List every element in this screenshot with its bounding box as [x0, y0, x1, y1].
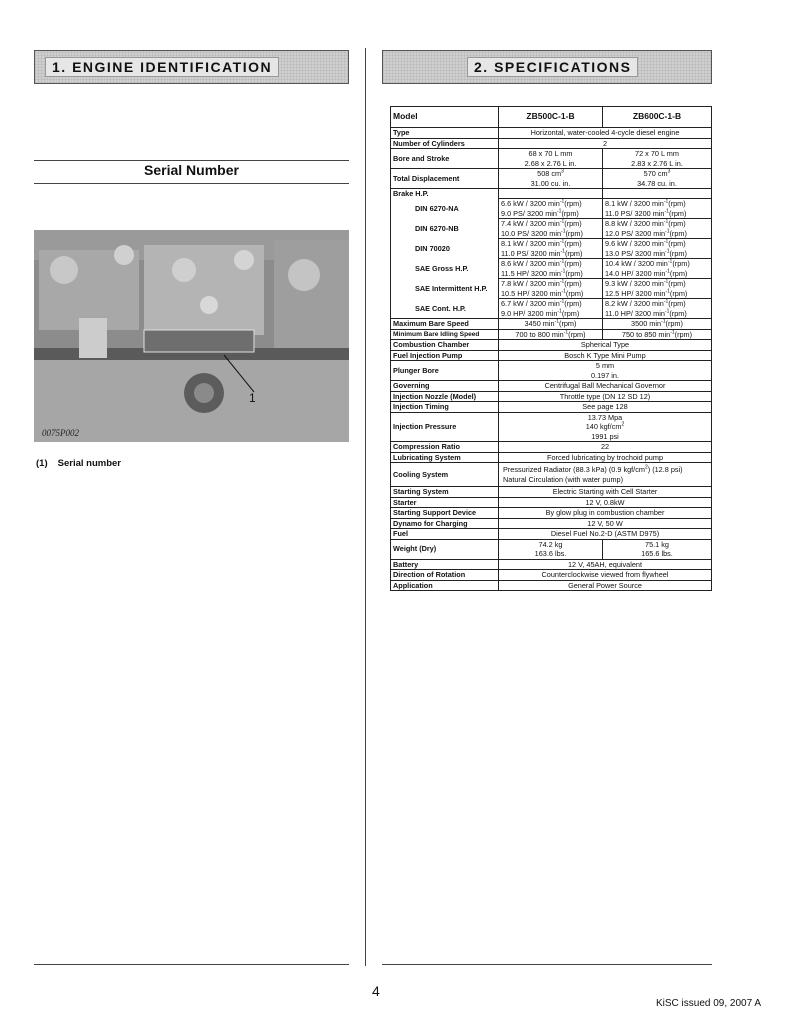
table-row	[391, 580, 712, 591]
value-line: 72 x 70 L mm	[635, 149, 679, 158]
row-value-b	[603, 149, 712, 169]
brake-hp-value-a	[499, 219, 603, 239]
superscript: -1	[559, 198, 565, 205]
table-row	[391, 487, 712, 498]
footer-rule-left	[34, 964, 349, 965]
brake-hp-row	[391, 299, 712, 319]
superscript: -1	[560, 268, 566, 275]
superscript: -1	[559, 218, 565, 225]
value-line: 9.0 PS/ 3200 min	[501, 208, 557, 218]
table-row	[391, 570, 712, 581]
table-row	[391, 128, 712, 139]
table-row	[391, 350, 712, 361]
superscript: -1	[663, 278, 669, 285]
superscript: -1	[665, 248, 670, 255]
value-line: 3500 min	[631, 319, 662, 328]
rpm-suffix: (rpm)	[669, 288, 688, 298]
value-line: 31.00 cu. in.	[530, 178, 571, 188]
value-line: 8.8 kW / 3200 min	[605, 219, 664, 228]
value-line: 12.0 PS/ 3200 min	[605, 228, 666, 238]
row-label: Fuel Injection Pump	[391, 350, 499, 361]
row-label: Battery	[391, 559, 499, 570]
row-label: Lubricating System	[391, 452, 499, 463]
value-line: 34.78 cu. in.	[637, 178, 677, 188]
value-line: 165.6 lbs.	[641, 549, 673, 558]
photo-callout-number: 1	[249, 391, 256, 405]
rpm-suffix: (rpm)	[668, 299, 686, 308]
row-label: Starting Support Device	[391, 508, 499, 519]
row-value: Spherical Type	[499, 340, 712, 351]
superscript: -1	[665, 228, 670, 235]
row-label: Cooling System	[391, 463, 499, 487]
row-label: Direction of Rotation	[391, 570, 499, 581]
photo-code: 0075P002	[42, 428, 79, 438]
rpm-suffix: (rpm)	[669, 228, 687, 238]
superscript: -1	[557, 308, 562, 315]
row-label: Type	[391, 128, 499, 139]
value-line: ) (12.8 psi)	[647, 465, 683, 474]
value-line: 8.1 kW / 3200 min	[501, 239, 560, 248]
brake-hp-rows	[391, 199, 712, 319]
brake-hp-label: SAE Cont. H.P.	[391, 299, 499, 319]
row-label: Bore and Stroke	[391, 149, 499, 169]
rpm-suffix: (rpm)	[565, 228, 583, 238]
row-value	[499, 412, 712, 442]
rpm-suffix: (rpm)	[668, 239, 686, 248]
row-label: Dynamo for Charging	[391, 518, 499, 529]
superscript: -1	[554, 318, 560, 325]
value-line: 8.1 kW / 3200 min	[605, 199, 664, 208]
superscript: -1	[670, 329, 675, 336]
rpm-suffix: (rpm)	[668, 199, 686, 208]
table-row	[391, 529, 712, 540]
rpm-suffix: (rpm)	[564, 219, 582, 228]
superscript: -1	[559, 258, 565, 265]
serial-number-title: Serial Number	[144, 162, 239, 178]
empty-cell	[603, 189, 712, 199]
empty-cell	[499, 189, 603, 199]
superscript: 2	[621, 421, 625, 428]
brake-hp-value-b	[603, 239, 712, 259]
superscript: -1	[664, 308, 670, 315]
row-value-b	[603, 169, 712, 189]
table-row	[391, 497, 712, 508]
row-value: 12 V, 50 W	[499, 518, 712, 529]
brake-hp-label: SAE Gross H.P.	[391, 259, 499, 279]
brake-hp-label: DIN 70020	[391, 239, 499, 259]
row-value: 12 V, 45AH, equivalent	[499, 559, 712, 570]
row-label: Injection Timing	[391, 402, 499, 413]
rpm-suffix: (rpm)	[561, 308, 580, 318]
superscript: -1	[556, 208, 562, 215]
brake-hp-value-a	[499, 259, 603, 279]
brake-hp-row	[391, 259, 712, 279]
row-label: Combustion Chamber	[391, 340, 499, 351]
value-line: 3450 min	[524, 319, 555, 328]
row-value: Electric Starting with Cell Starter	[499, 487, 712, 498]
superscript: -1	[665, 288, 670, 295]
rpm-suffix: (rpm)	[674, 329, 693, 339]
serial-title-top-rule	[34, 160, 349, 161]
table-row	[391, 402, 712, 413]
rpm-suffix: (rpm)	[564, 239, 582, 248]
rpm-suffix: (rpm)	[564, 279, 582, 288]
brake-hp-row	[391, 219, 712, 239]
row-value: See page 128	[499, 402, 712, 413]
table-row	[391, 169, 712, 189]
row-label: Starting System	[391, 487, 499, 498]
row-value: Bosch K Type Mini Pump	[499, 350, 712, 361]
caption-text: Serial number	[57, 458, 121, 469]
row-value	[499, 361, 712, 381]
value-line: 2.68 x 2.76 L in.	[524, 158, 577, 168]
row-label: Maximum Bare Speed	[391, 319, 499, 330]
rpm-suffix: (rpm)	[669, 268, 688, 278]
superscript: -1	[665, 268, 670, 275]
brake-hp-value-a	[499, 239, 603, 259]
row-label: Plunger Bore	[391, 361, 499, 381]
row-value-a	[499, 169, 603, 189]
rpm-suffix: (rpm)	[668, 219, 686, 228]
value-line: 140 kgf/cm	[585, 422, 622, 431]
brake-hp-value-a	[499, 279, 603, 299]
row-value: Throttle type (DN 12 SD 12)	[499, 391, 712, 402]
brake-hp-row	[391, 279, 712, 299]
engine-identification-header	[34, 50, 349, 84]
rpm-suffix: (rpm)	[565, 268, 583, 278]
rpm-suffix: (rpm)	[564, 299, 582, 308]
rpm-suffix: (rpm)	[668, 208, 687, 218]
rpm-suffix: (rpm)	[564, 259, 582, 268]
table-row	[391, 508, 712, 519]
row-label: Governing	[391, 381, 499, 392]
row-label: Compression Ratio	[391, 442, 499, 453]
value-line: 5 mm	[595, 361, 615, 370]
row-value: Forced lubricating by trochoid pump	[499, 452, 712, 463]
rpm-suffix: (rpm)	[669, 248, 687, 258]
value-line: 74.2 kg	[538, 539, 563, 549]
model-b-header: ZB600C-1-B	[603, 107, 712, 128]
table-header-row	[391, 107, 712, 128]
value-line: 13.0 PS/ 3200 min	[605, 248, 666, 258]
superscript: -1	[663, 218, 669, 225]
superscript: -1	[559, 298, 565, 305]
value-line: 14.0 HP/ 3200 min	[605, 268, 666, 278]
row-value: Centrifugal Ball Mechanical Governor	[499, 381, 712, 392]
superscript: 2	[644, 464, 648, 471]
rpm-suffix: (rpm)	[559, 319, 577, 328]
value-line: 9.3 kW / 3200 min	[605, 279, 664, 288]
footer-note: KiSC issued 09, 2007 A	[656, 998, 762, 1009]
table-row	[391, 539, 712, 559]
brake-hp-value-a	[499, 199, 603, 219]
row-value: General Power Source	[499, 580, 712, 591]
table-row	[391, 412, 712, 442]
value-line: 2.83 x 2.76 L in.	[631, 158, 683, 168]
value-line: 68 x 70 L mm	[528, 149, 573, 158]
value-line: 10.0 PS/ 3200 min	[501, 228, 562, 238]
row-label: Total Displacement	[391, 169, 499, 189]
value-line: 508 cm	[537, 169, 562, 178]
engine-identification-title: 1. ENGINE IDENTIFICATION	[45, 57, 279, 77]
superscript: -1	[667, 258, 673, 265]
table-row	[391, 340, 712, 351]
brake-hp-label: SAE Intermittent H.P.	[391, 279, 499, 299]
table-row	[391, 463, 712, 487]
value-line: 700 to 800 min	[515, 329, 564, 339]
rpm-suffix: (rpm)	[672, 259, 690, 268]
rpm-suffix: (rpm)	[561, 208, 579, 218]
column-divider	[365, 48, 366, 966]
row-value-a	[499, 319, 603, 330]
row-label: Weight (Dry)	[391, 539, 499, 559]
row-value: 12 V, 0.8kW	[499, 497, 712, 508]
table-row	[391, 559, 712, 570]
row-label: Number of Cylinders	[391, 138, 499, 149]
brake-hp-value-b	[603, 199, 712, 219]
value-line: 8.2 kW / 3200 min	[605, 299, 664, 308]
value-line: 9.6 kW / 3200 min	[605, 239, 664, 248]
value-line: 570 cm	[643, 169, 668, 178]
value-line: 163.6 lbs.	[534, 549, 567, 558]
superscript: 3	[667, 168, 671, 175]
row-value-b	[603, 319, 712, 330]
brake-hp-value-a	[499, 299, 603, 319]
table-row	[391, 381, 712, 392]
superscript: -1	[560, 248, 565, 255]
superscript: -1	[559, 238, 565, 245]
row-value: 2	[499, 138, 712, 149]
table-row	[391, 518, 712, 529]
value-line: 6.7 kW / 3200 min	[501, 299, 560, 308]
row-value-b	[603, 329, 712, 340]
row-value: Counterclockwise viewed from flywheel	[499, 570, 712, 581]
table-row	[391, 329, 712, 340]
rpm-suffix: (rpm)	[668, 279, 686, 288]
specifications-title: 2. SPECIFICATIONS	[467, 57, 638, 77]
row-value: Horizontal, water-cooled 4-cycle diesel engine	[499, 128, 712, 139]
superscript: -1	[561, 228, 566, 235]
row-value	[499, 463, 712, 487]
table-row	[391, 138, 712, 149]
superscript: -1	[559, 278, 565, 285]
value-line: 10.5 HP/ 3200 min	[501, 288, 562, 298]
specifications-header	[382, 50, 712, 84]
superscript: -1	[663, 298, 669, 305]
table-row	[391, 361, 712, 381]
row-label: Minimum Bare Idling Speed	[391, 329, 499, 340]
value-line: 11.0 HP/ 3200 min	[605, 308, 665, 318]
photo-caption	[36, 458, 131, 469]
superscript: -1	[561, 288, 566, 295]
table-row	[391, 319, 712, 330]
value-line: 12.5 HP/ 3200 min	[605, 288, 666, 298]
value-line: 750 to 850 min	[621, 329, 671, 339]
superscript: -1	[664, 208, 669, 215]
row-value: 22	[499, 442, 712, 453]
value-line: Natural Circulation (with water pump)	[503, 474, 624, 484]
model-column-header: Model	[391, 107, 499, 128]
brake-hp-row	[391, 199, 712, 219]
row-value-a	[499, 539, 603, 559]
engine-photo	[34, 230, 349, 442]
model-a-header: ZB500C-1-B	[499, 107, 603, 128]
brake-hp-label: DIN 6270-NA	[391, 199, 499, 219]
value-line: 11.0 PS/ 3200 min	[501, 248, 561, 258]
table-row	[391, 149, 712, 169]
brake-hp-value-b	[603, 279, 712, 299]
superscript: -1	[661, 318, 666, 325]
specifications-table	[390, 106, 712, 591]
row-label: Injection Pressure	[391, 412, 499, 442]
rpm-suffix: (rpm)	[665, 319, 683, 328]
value-line: 9.0 HP/ 3200 min	[501, 308, 558, 318]
value-line: 10.4 kW / 3200 min	[605, 259, 668, 268]
rpm-suffix: (rpm)	[565, 288, 584, 298]
value-line: 11.0 PS/ 3200 min	[605, 208, 665, 218]
row-label: Application	[391, 580, 499, 591]
row-label: Fuel	[391, 529, 499, 540]
value-line: 6.6 kW / 3200 min	[501, 199, 560, 208]
rpm-suffix: (rpm)	[568, 329, 586, 339]
row-value-a	[499, 149, 603, 169]
row-value-b	[603, 539, 712, 559]
rpm-suffix: (rpm)	[669, 308, 687, 318]
superscript: -1	[663, 238, 669, 245]
brake-hp-value-b	[603, 219, 712, 239]
brake-hp-value-b	[603, 259, 712, 279]
superscript: 3	[561, 168, 564, 175]
brake-hp-value-b	[603, 299, 712, 319]
value-line: 8.6 kW / 3200 min	[501, 259, 560, 268]
serial-title-bottom-rule	[34, 183, 349, 184]
brake-hp-row	[391, 239, 712, 259]
table-row	[391, 391, 712, 402]
row-label: Starter	[391, 497, 499, 508]
value-line: Pressurized Radiator (88.3 kPa) (0.9 kgf/cm	[503, 465, 645, 474]
rpm-suffix: (rpm)	[564, 199, 582, 208]
table-row	[391, 189, 712, 199]
value-line: 7.4 kW / 3200 min	[501, 219, 560, 228]
row-value-a	[499, 329, 603, 340]
rpm-suffix: (rpm)	[564, 248, 583, 258]
value-line: 13.73 Mpa	[587, 412, 623, 422]
row-value: By glow plug in combustion chamber	[499, 508, 712, 519]
row-label: Brake H.P.	[391, 189, 499, 199]
caption-number: (1)	[36, 458, 48, 469]
value-line: 1991 psi	[591, 431, 619, 441]
value-line: 11.5 HP/ 3200 min	[501, 268, 561, 278]
page-number: 4	[372, 983, 380, 999]
row-label: Injection Nozzle (Model)	[391, 391, 499, 402]
table-row	[391, 442, 712, 453]
footer-rule-right	[382, 964, 712, 965]
superscript: -1	[563, 329, 569, 336]
value-line: 7.8 kW / 3200 min	[501, 279, 560, 288]
brake-hp-label: DIN 6270-NB	[391, 219, 499, 239]
table-row	[391, 452, 712, 463]
value-line: 75.1 kg	[645, 539, 669, 549]
value-line: 0.197 in.	[591, 370, 619, 380]
superscript: -1	[663, 198, 669, 205]
row-value: Diesel Fuel No.2-D (ASTM D975)	[499, 529, 712, 540]
